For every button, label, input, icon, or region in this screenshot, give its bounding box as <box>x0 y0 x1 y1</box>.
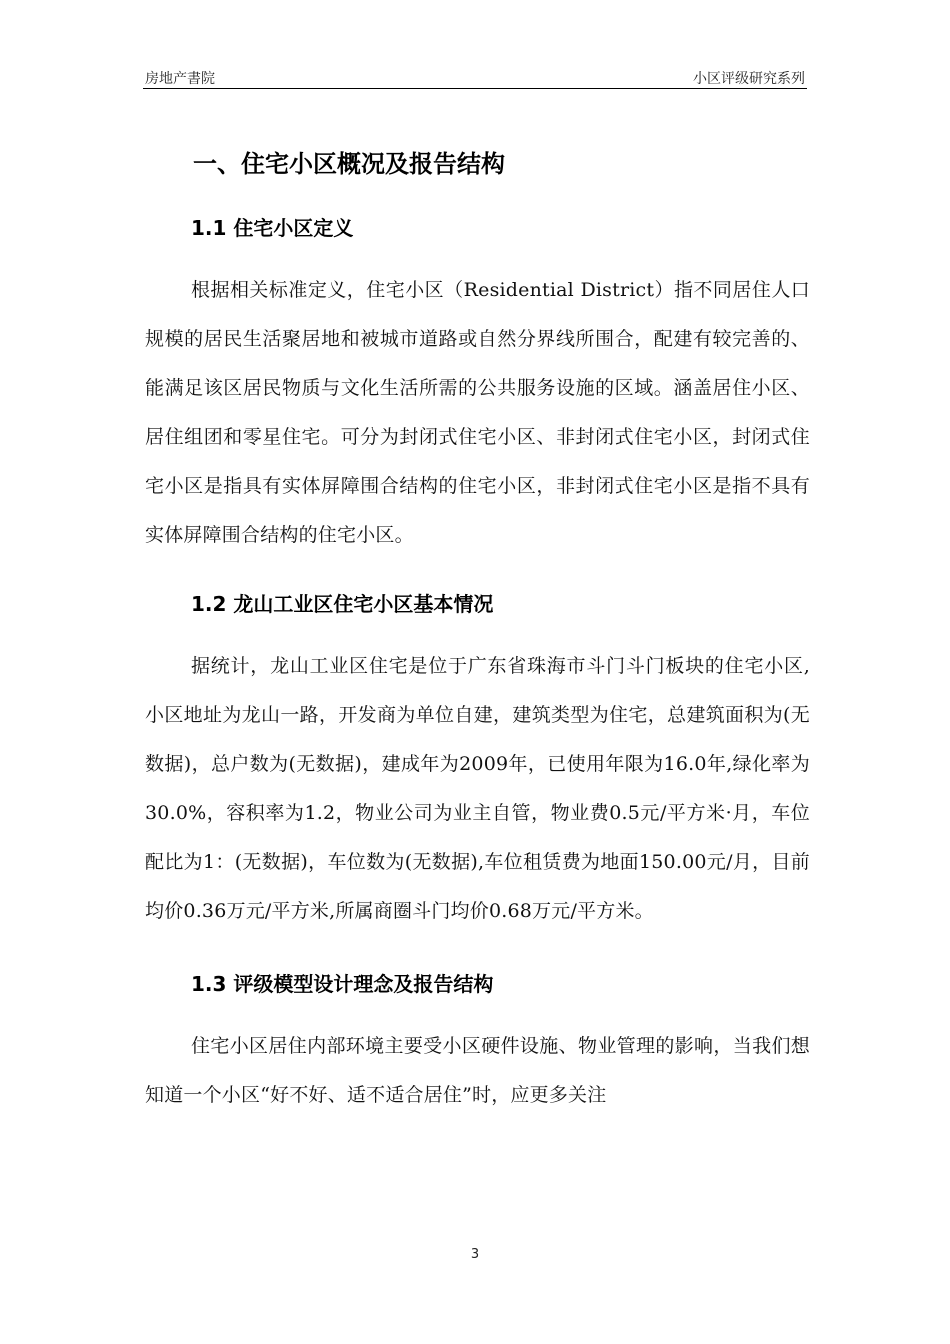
section-title-1-3: 1.3 评级模型设计理念及报告结构 <box>191 972 494 996</box>
section-paragraph-1-2: 据统计，龙山工业区住宅是位于广东省珠海市斗门斗门板块的住宅小区,小区地址为龙山一路，开发商为单位自建，建筑类型为住宅，总建筑面积为(无数据)，总户数为(无数据)，建成年为2009年，已使用年限为16.0年,绿化率为30.0%，容积率为1.2，物业公司为业主自管，物业费0.5元/平方米·月，车位配比为1：(无数据)，车位数为(无数据),车位租赁费为地面150.00元/月，目前均价0.36万元/平方米,所属商圈斗门均价0.68万元/平方米。 <box>145 655 810 922</box>
chapter-title: 一、住宅小区概况及报告结构 <box>193 150 505 178</box>
section-title-1-2: 1.2 龙山工业区住宅小区基本情况 <box>191 592 494 616</box>
section-paragraph-1-3: 住宅小区居住内部环境主要受小区硬件设施、物业管理的影响，当我们想知道一个小区“好不好、适不适合居住”时，应更多关注 <box>145 1035 810 1106</box>
page-number: 3 <box>470 1247 480 1262</box>
page-content <box>145 140 810 1120</box>
section-title-1-1: 1.1 住宅小区定义 <box>191 216 354 240</box>
section-paragraph-1-1: 根据相关标准定义，住宅小区（Residential District）指不同居住人口规模的居民生活聚居地和被城市道路或自然分界线所围合，配建有较完善的、能满足该区居民物质与文化生活所需的公共服务设施的区域。涵盖居住小区、居住组团和零星住宅。可分为封闭式住宅小区、非封闭式住宅小区，封闭式住宅小区是指具有实体屏障围合结构的住宅小区，非封闭式住宅小区是指不具有实体屏障围合结构的住宅小区。 <box>145 279 810 546</box>
page-header <box>143 66 807 89</box>
header-publisher: 房地产書院 <box>145 71 215 87</box>
header-series-title: 小区评级研究系列 <box>693 71 805 87</box>
